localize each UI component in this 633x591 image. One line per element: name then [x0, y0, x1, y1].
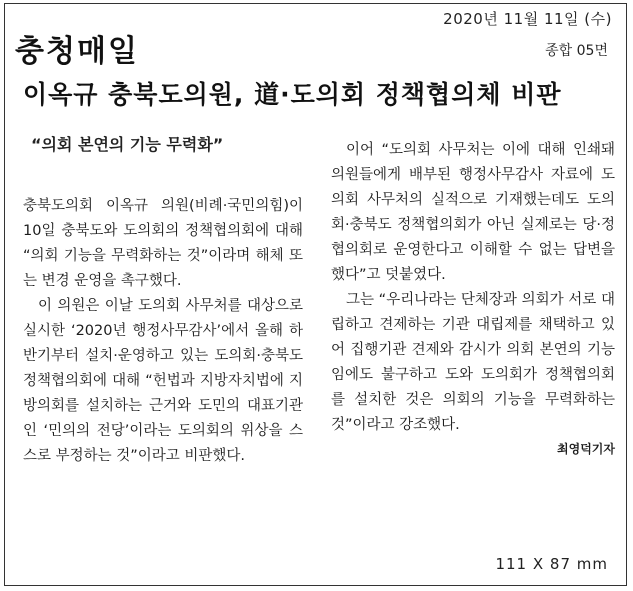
article-byline: 최영덕기자 [557, 442, 615, 456]
publication-date: 2020년 11월 11일 (수) [443, 10, 612, 28]
section-label: 종합 05면 [545, 43, 608, 59]
article-paragraph: 충북도의회 이옥규 의원(비례·국민의힘)이 10일 충북도와 도의회의 정책협의회에 대해 “의회 기능을 무력화하는 것”이라며 해체 또는 변경 운영을 촉구했다. [23, 198, 303, 289]
article-headline: 이옥규 충북도의원, 道·도의회 정책협의체 비판 [23, 80, 562, 109]
article-column-left [23, 194, 303, 469]
article-paragraph: 이어 “도의회 사무처는 이에 대해 인쇄돼 의원들에게 배부된 행정사무감사 자료에 도의회 사무처의 실적으로 기재했는데도 도의회·충북도 정책협의회가 아닌 실제로는 당·정 협의회로 운영한다고 이해할 수 없는 답변을 했다”고 덧붙였다. [331, 142, 615, 283]
article-paragraph: 그는 “우리나라는 단체장과 의회가 서로 대립하고 견제하는 기관 대립제를 채택하고 있어 집행기관 견제와 감시가 의회 본연의 기능임에도 불구하고 도와 도의회가 정책협의회를 설치한 것은 의회의 기능을 무력화하는 것”이라고 강조했다. [331, 292, 615, 433]
article-subhead: “의회 본연의 기능 무력화” [31, 135, 224, 154]
article-column-right [331, 138, 615, 458]
article-paragraph: 이 의원은 이날 도의회 사무처를 대상으로 실시한 ‘2020년 행정사무감사’에서 올해 하반기부터 설치·운영하고 있는 도의회·충북도 정책협의회에 대해 “헌법과 지방자치법에 지방의회를 설치하는 근거와 도민의 대표기관인 ‘민의의 전당’이라는 도의회의 위상을 스스로 부정하는 것”이라고 비판했다. [23, 298, 303, 464]
newspaper-clipping [4, 3, 627, 586]
clipping-size-note: 111 X 87 mm [495, 555, 608, 573]
newspaper-masthead: 충청매일 [15, 34, 139, 69]
